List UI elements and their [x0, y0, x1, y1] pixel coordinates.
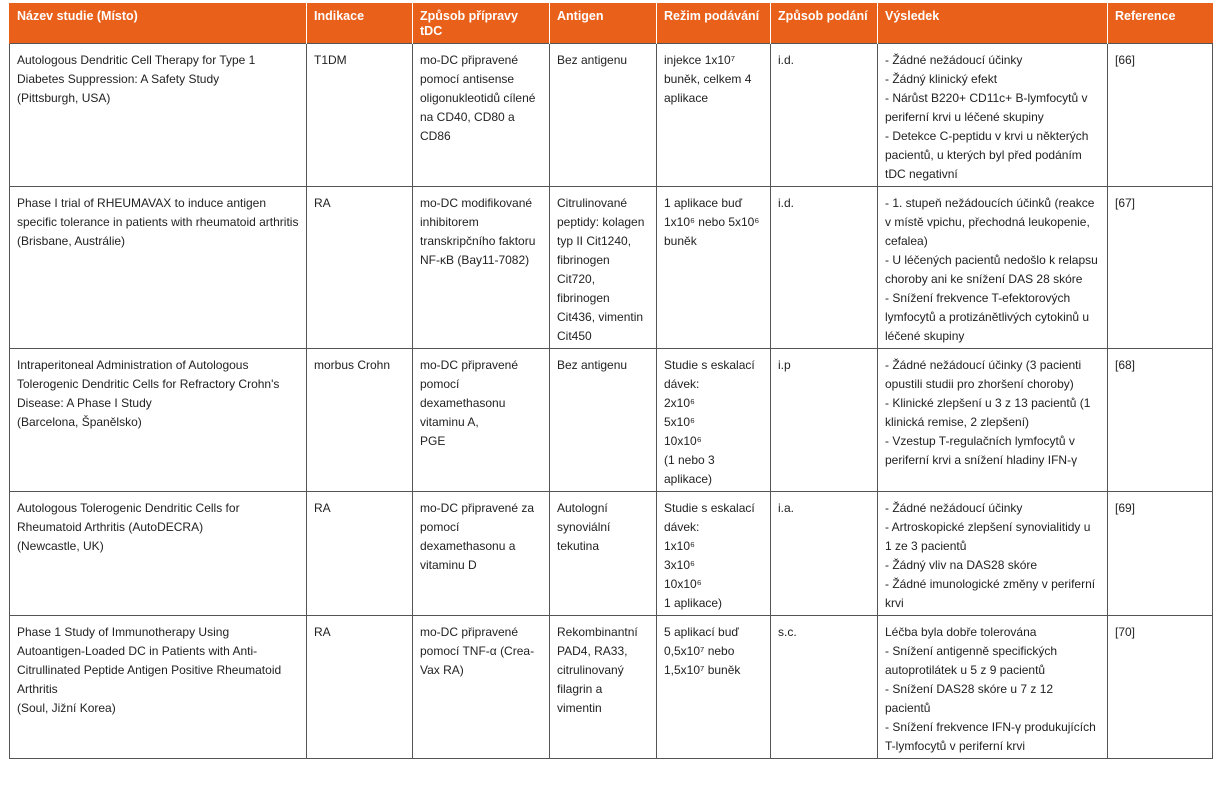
study-title: Phase 1 Study of Immunotherapy Using Autoantigen-Loaded DC in Patients with Anti-Citrullinated Peptide Antigen Positive Rheumatoid Arthritis — [17, 625, 282, 696]
header-preparation: Způsob přípravy tDC — [413, 3, 550, 44]
cell-indication: T1DM — [307, 44, 413, 187]
cell-preparation: mo-DC připravené pomocí TNF-α (Crea-Vax RA) — [413, 616, 550, 759]
cell-regimen: 1 aplikace buď 1x10⁶ nebo 5x10⁶ buněk — [657, 187, 771, 349]
table-row — [10, 492, 1213, 616]
result-item: - Žádný vliv na DAS28 skóre — [885, 558, 1038, 572]
cell-reference: [68] — [1108, 349, 1213, 492]
cell-route: i.d. — [771, 44, 878, 187]
cell-reference: [67] — [1108, 187, 1213, 349]
result-item: - Žádné imunologické změny v periferní krvi — [885, 577, 1096, 610]
result-item: - Snížení antigenně specifických autoprotilátek u 5 z 9 pacientů — [885, 644, 1058, 677]
cell-results — [878, 44, 1108, 187]
header-antigen: Antigen — [550, 3, 657, 44]
cell-antigen: Autologní synoviální tekutina — [550, 492, 657, 616]
result-item: - Žádný klinický efekt — [885, 72, 998, 86]
cell-regimen: Studie s eskalací dávek: 1x10⁶ 3x10⁶ 10x10⁶ 1 aplikace) — [657, 492, 771, 616]
result-item: - Žádné nežádoucí účinky — [885, 53, 1023, 67]
cell-antigen: Bez antigenu — [550, 349, 657, 492]
cell-regimen: 5 aplikací buď 0,5x10⁷ nebo 1,5x10⁷ buněk — [657, 616, 771, 759]
cell-study — [10, 349, 307, 492]
cell-indication: RA — [307, 492, 413, 616]
study-place: (Soul, Jižní Korea) — [17, 701, 116, 715]
cell-route: i.a. — [771, 492, 878, 616]
cell-results — [878, 349, 1108, 492]
result-item: - Snížení frekvence IFN-γ produkujících T-lymfocytů v periferní krvi — [885, 720, 1096, 753]
cell-route: i.d. — [771, 187, 878, 349]
cell-preparation: mo-DC připravené za pomocí dexamethasonu a vitaminu D — [413, 492, 550, 616]
result-item: - 1. stupeň nežádoucích účinků (reakce v místě vpichu, přechodná leukopenie, cefalea) — [885, 196, 1095, 248]
study-title: Autologous Dendritic Cell Therapy for Type 1 Diabetes Suppression: A Safety Study — [17, 53, 256, 86]
cell-reference: [66] — [1108, 44, 1213, 187]
table-header-row — [10, 3, 1213, 44]
header-results: Výsledek — [878, 3, 1108, 44]
cell-preparation: mo-DC připravené pomocí dexamethasonu vitaminu A, PGE — [413, 349, 550, 492]
header-indication: Indikace — [307, 3, 413, 44]
study-place: (Brisbane, Austrálie) — [17, 234, 126, 248]
cell-preparation: mo-DC připravené pomocí antisense oligonukleotidů cílené na CD40, CD80 a CD86 — [413, 44, 550, 187]
cell-antigen: Bez antigenu — [550, 44, 657, 187]
cell-reference: [70] — [1108, 616, 1213, 759]
cell-results — [878, 616, 1108, 759]
result-item: - Klinické zlepšení u 3 z 13 pacientů (1 klinická remise, 2 zlepšení) — [885, 396, 1091, 429]
cell-results — [878, 187, 1108, 349]
cell-study — [10, 616, 307, 759]
result-item: - Detekce C-peptidu v krvi u některých pacientů, u kterých byl před podáním tDC negativní — [885, 129, 1089, 181]
studies-table — [9, 3, 1213, 759]
result-item: Léčba byla dobře tolerována — [885, 625, 1037, 639]
result-item: - Žádné nežádoucí účinky (3 pacienti opustili studii pro zhoršení choroby) — [885, 358, 1082, 391]
table-body — [10, 44, 1213, 759]
cell-indication: morbus Crohn — [307, 349, 413, 492]
cell-route: i.p — [771, 349, 878, 492]
header-route: Způsob podání — [771, 3, 878, 44]
result-item: - Snížení DAS28 skóre u 7 z 12 pacientů — [885, 682, 1054, 715]
cell-regimen: injekce 1x10⁷ buněk, celkem 4 aplikace — [657, 44, 771, 187]
cell-preparation: mo-DC modifikované inhibitorem transkripčního faktoru NF-κB (Bay11-7082) — [413, 187, 550, 349]
table-row — [10, 187, 1213, 349]
studies-table-container — [9, 3, 1212, 759]
cell-route: s.c. — [771, 616, 878, 759]
table-row — [10, 616, 1213, 759]
cell-reference: [69] — [1108, 492, 1213, 616]
table-row — [10, 44, 1213, 187]
table-row — [10, 349, 1213, 492]
header-reference: Reference — [1108, 3, 1213, 44]
cell-study — [10, 44, 307, 187]
study-title: Phase I trial of RHEUMAVAX to induce antigen specific tolerance in patients with rheumatoid arthritis — [17, 196, 299, 229]
result-item: - Nárůst B220+ CD11c+ B-lymfocytů v periferní krvi u léčené skupiny — [885, 91, 1088, 124]
cell-antigen: Rekombinantní PAD4, RA33, citrulinovaný filagrin a vimentin — [550, 616, 657, 759]
cell-regimen: Studie s eskalací dávek: 2x10⁶ 5x10⁶ 10x10⁶ (1 nebo 3 aplikace) — [657, 349, 771, 492]
cell-study — [10, 187, 307, 349]
result-item: - Vzestup T-regulačních lymfocytů v periferní krvi a snížení hladiny IFN-γ — [885, 434, 1078, 467]
study-title: Intraperitoneal Administration of Autologous Tolerogenic Dendritic Cells for Refractory Crohn's Disease: A Phase I Study — [17, 358, 280, 410]
result-item: - U léčených pacientů nedošlo k relapsu choroby ani ke snížení DAS 28 skóre — [885, 253, 1098, 286]
cell-study — [10, 492, 307, 616]
cell-results — [878, 492, 1108, 616]
result-item: - Žádné nežádoucí účinky — [885, 501, 1023, 515]
result-item: - Artroskopické zlepšení synovialitidy u 1 ze 3 pacientů — [885, 520, 1091, 553]
study-place: (Pittsburgh, USA) — [17, 91, 111, 105]
cell-antigen: Citrulinované peptidy: kolagen typ II Cit1240, fibrinogen Cit720, fibrinogen Cit436, vimentin Cit450 — [550, 187, 657, 349]
study-place: (Newcastle, UK) — [17, 539, 104, 553]
header-study-name: Název studie (Místo) — [10, 3, 307, 44]
study-place: (Barcelona, Španělsko) — [17, 415, 142, 429]
cell-indication: RA — [307, 616, 413, 759]
header-regimen: Režim podávání — [657, 3, 771, 44]
cell-indication: RA — [307, 187, 413, 349]
result-item: - Snížení frekvence T-efektorových lymfocytů a protizánětlivých cytokinů u léčené skupiny — [885, 291, 1090, 343]
study-title: Autologous Tolerogenic Dendritic Cells for Rheumatoid Arthritis (AutoDECRA) — [17, 501, 240, 534]
